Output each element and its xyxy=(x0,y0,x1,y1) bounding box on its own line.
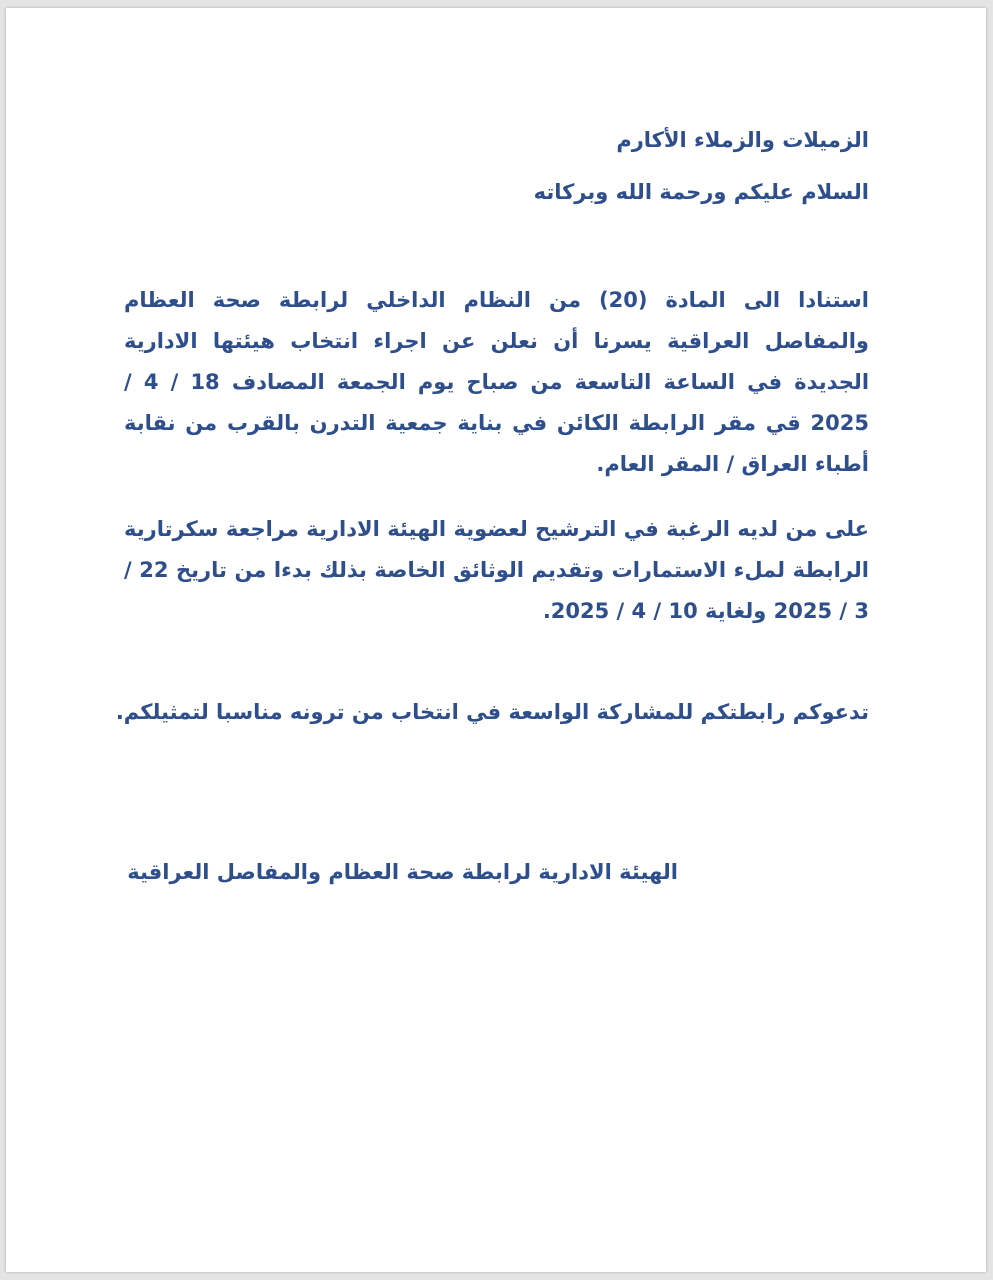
document-page xyxy=(6,8,986,1272)
paragraph-election-announcement: استنادا الى المادة (20) من النظام الداخلي لرابطة صحة العظام والمفاصل العراقية يسرنا أن نعلن عن اجراء انتخاب هيئتها الادارية الجديدة في الساعة التاسعة من صباح يوم الجمعة المصادف 18 / 4 / 2025 قي مقر الرابطة الكائن في بناية جمعية التدرن بالقرب من نقابة أطباء العراق / المقر العام. xyxy=(124,288,870,476)
letter-body xyxy=(6,8,986,1272)
greeting: السلام عليكم ورحمة الله وبركاته xyxy=(533,180,869,204)
paragraph-nomination-instructions: على من لديه الرغبة في الترشيح لعضوية الهيئة الادارية مراجعة سكرتارية الرابطة لملء الاستمارات وتقديم الوثائق الخاصة بذلك بدءا من تاريخ 22 / 3 / 2025 ولغاية 10 / 4 / 2025. xyxy=(124,517,870,623)
paragraph-invitation: تدعوكم رابطتكم للمشاركة الواسعة في انتخاب من ترونه مناسبا لتمثيلكم. xyxy=(115,700,869,724)
salutation: الزميلات والزملاء الأكارم xyxy=(616,128,869,152)
signature: الهيئة الادارية لرابطة صحة العظام والمفاصل العراقية xyxy=(127,860,678,884)
